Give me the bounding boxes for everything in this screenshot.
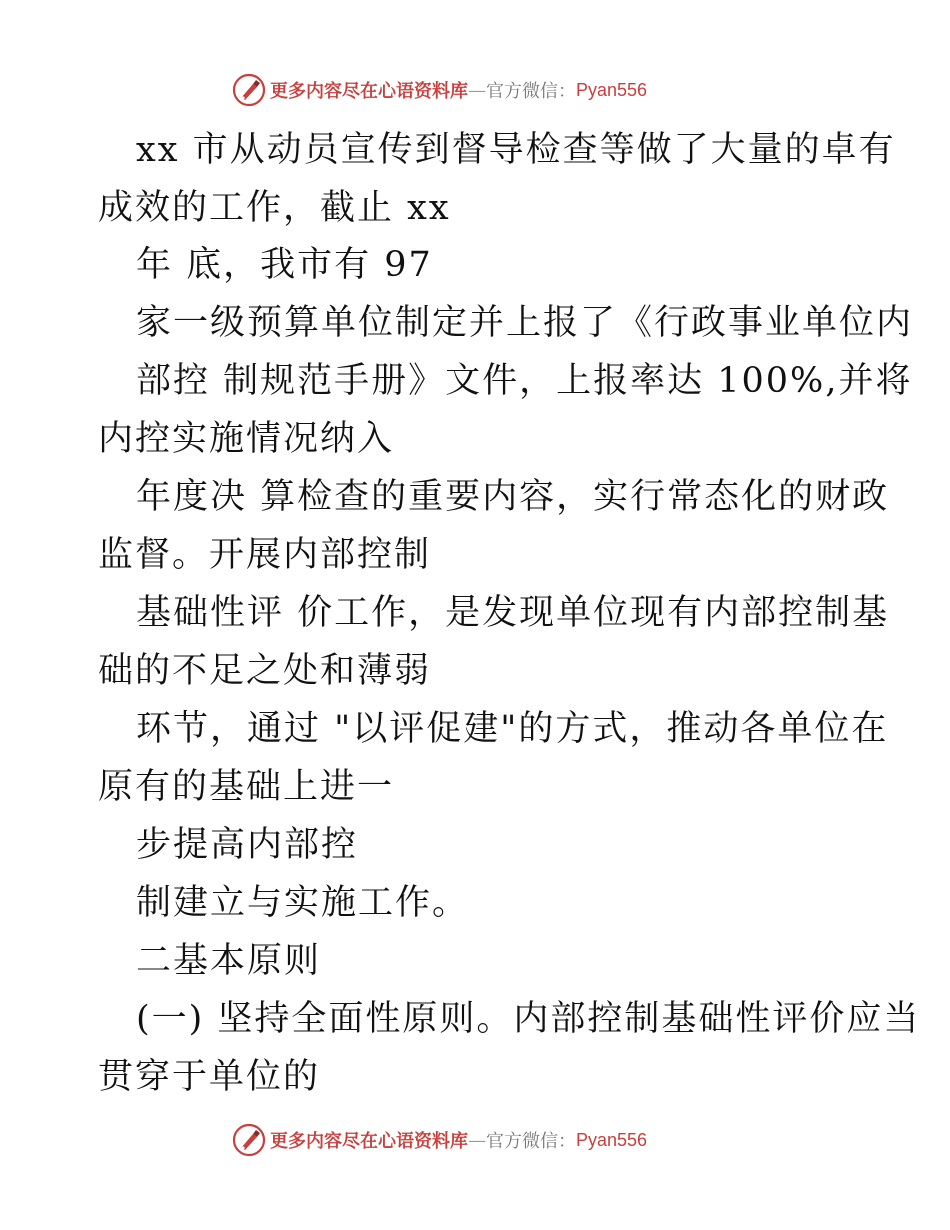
body-line: xx 市从动员宣传到督导检查等做了大量的卓有 [136, 130, 896, 170]
body-line: 监督。开展内部控制 [98, 535, 432, 575]
wechat-label: 官方微信： [486, 1131, 576, 1152]
body-line: 成效的工作，截止 xx [98, 188, 451, 228]
body-line: 制建立与实施工作。 [136, 883, 470, 923]
body-line: 家一级预算单位制定并上报了《行政事业单位内 [136, 303, 914, 343]
pen-logo-icon [232, 73, 266, 107]
body-line: 环节，通过 "以评促建"的方式，推动各单位在 [136, 709, 889, 749]
body-line: 步提高内部控 [136, 825, 359, 865]
body-line: 原有的基础上进一 [98, 767, 395, 807]
pen-logo-icon [232, 1123, 266, 1157]
section-heading: 二基本原则 [136, 941, 322, 981]
body-line: 内控实施情况纳入 [98, 419, 395, 459]
banner-separator: — [468, 79, 486, 101]
footer-watermark-banner [232, 1120, 732, 1160]
body-line: 础的不足之处和薄弱 [98, 651, 432, 691]
banner-separator: — [468, 1129, 486, 1151]
body-line: 年 底，我市有 97 [136, 245, 433, 285]
body-line: 部控 制规范手册》文件，上报率达 100%,并将 [136, 361, 913, 401]
wechat-id: Pyan556 [576, 1129, 648, 1150]
body-line: 贯穿于单位的 [98, 1057, 321, 1097]
body-line: 年度决 算检查的重要内容，实行常态化的财政 [136, 477, 890, 517]
wechat-id: Pyan556 [576, 79, 648, 100]
header-watermark-banner [232, 70, 732, 110]
body-line: (一) 坚持全面性原则。内部控制基础性评价应当 [136, 999, 921, 1039]
promo-text: 更多内容尽在心语资料库 [270, 1131, 468, 1152]
promo-text: 更多内容尽在心语资料库 [270, 81, 468, 102]
wechat-label: 官方微信： [486, 81, 576, 102]
body-line: 基础性评 价工作，是发现单位现有内部控制基 [136, 593, 890, 633]
